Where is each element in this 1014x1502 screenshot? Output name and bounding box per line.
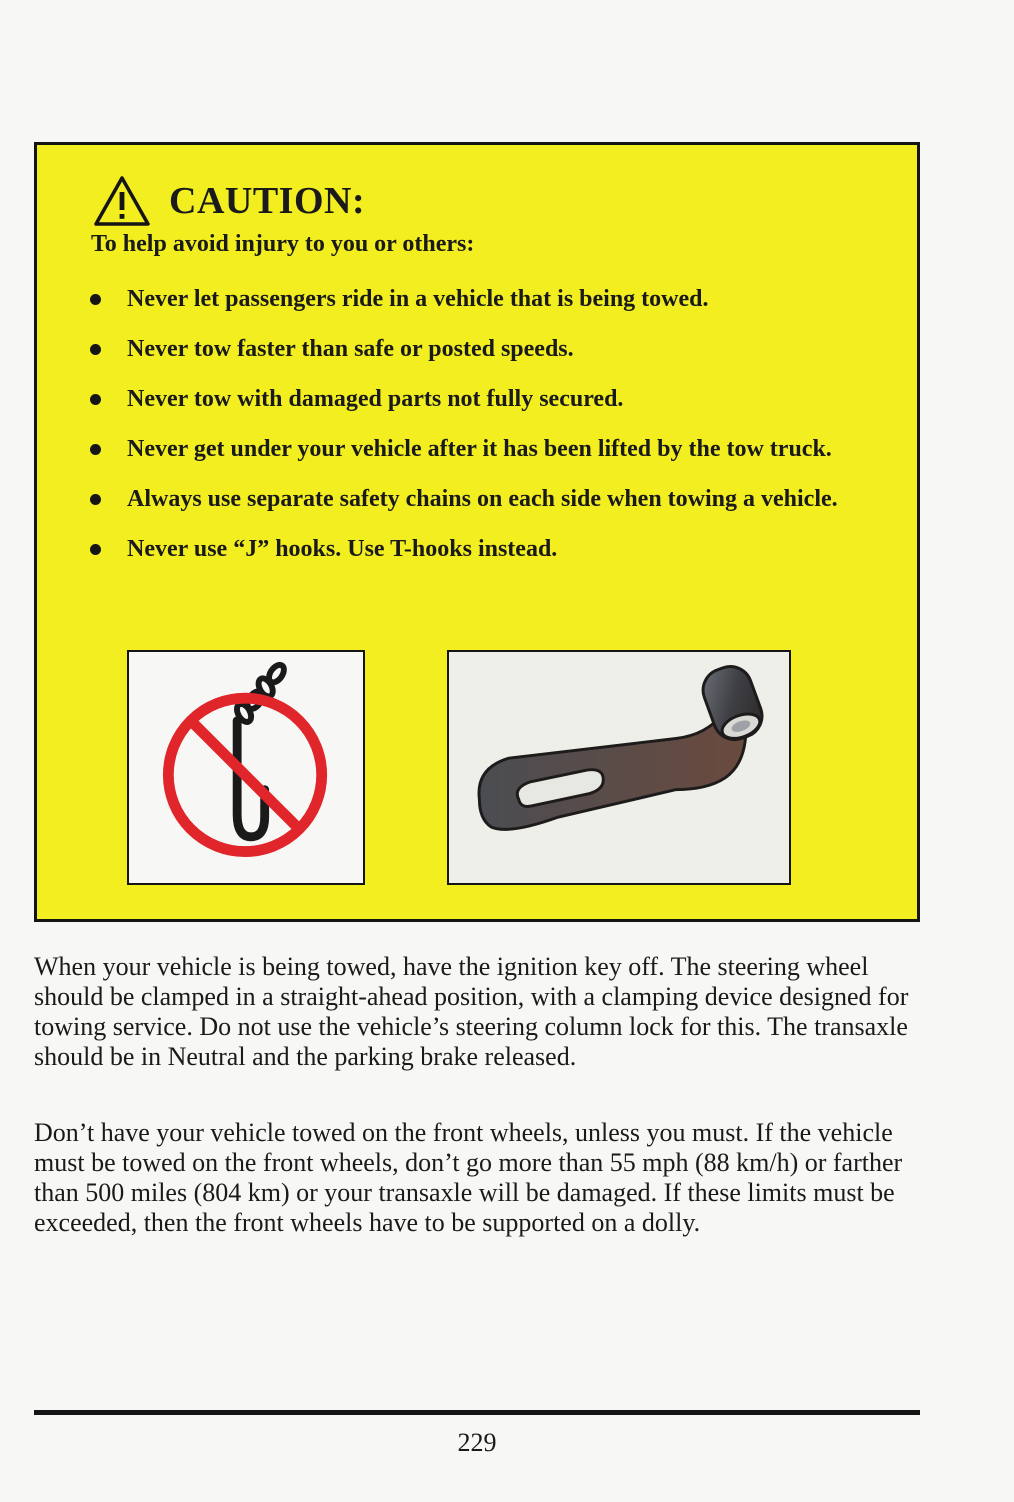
towing-paragraph-2: Don’t have your vehicle towed on the front wheels, unless you must. If the vehicle must be towed on the front wheels, don’t go more than 55 mph (88 km/h) or farther than 500 miles (804 km) or your transaxle will be damaged. If these limits must be exceeded, then the front wheels have to be supported on a dolly. <box>34 1118 903 1237</box>
bullet-icon <box>90 394 101 405</box>
caution-header <box>93 175 365 227</box>
t-hook-icon <box>449 652 789 883</box>
bullet-icon <box>90 344 101 355</box>
t-hook-image <box>447 650 791 885</box>
caution-item: Never tow faster than safe or posted speeds. <box>87 333 877 366</box>
j-hook-prohibited-icon <box>129 652 363 883</box>
bullet-icon <box>90 494 101 505</box>
bullet-icon <box>90 544 101 555</box>
caution-box <box>34 142 920 922</box>
footer-divider <box>34 1410 920 1415</box>
caution-title: CAUTION: <box>169 180 366 222</box>
warning-triangle-icon <box>93 175 151 227</box>
bullet-icon <box>90 444 101 455</box>
caution-item: Always use separate safety chains on each side when towing a vehicle. <box>87 483 877 516</box>
towing-paragraph-1: When your vehicle is being towed, have the ignition key off. The steering wheel should be clamped in a straight-ahead position, with a clamping device designed for towing service. Do not use the vehicle’s steering column lock for this. The transaxle should be in Neutral and the parking brake released. <box>34 952 909 1071</box>
bullet-icon <box>90 294 101 305</box>
caution-item: Never get under your vehicle after it has been lifted by the tow truck. <box>87 433 877 466</box>
page-number: 229 <box>457 1428 497 1457</box>
j-hook-prohibited-image <box>127 650 365 885</box>
caution-item: Never use “J” hooks. Use T-hooks instead. <box>87 533 877 566</box>
caution-item: Never tow with damaged parts not fully secured. <box>87 383 877 416</box>
caution-list <box>87 283 877 583</box>
caution-intro: To help avoid injury to you or others: <box>91 231 475 257</box>
caution-item: Never let passengers ride in a vehicle that is being towed. <box>87 283 877 316</box>
